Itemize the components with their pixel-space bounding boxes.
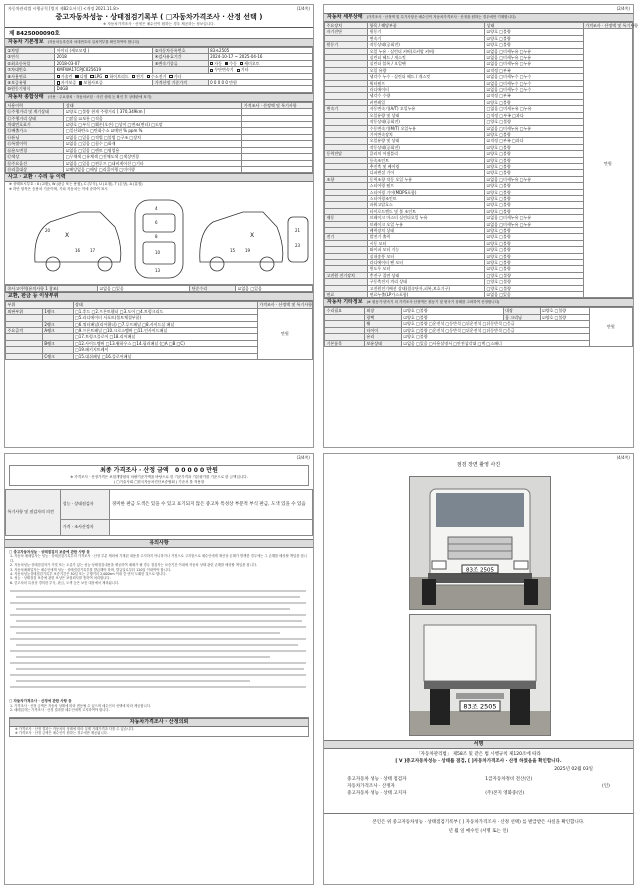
page-number: (1/4쪽) <box>296 6 310 11</box>
mark-part-21: 21 <box>295 227 301 233</box>
status-row: ⑪주행거리 및 계기상태 ☑양호 □불량 현재 주행거리 [ 370,349km ] <box>6 109 313 115</box>
notice-line: 4. 자동차성능상태점검기록부 보증기간은 30일 또는 주행거리 2,000km 이내 중 먼저 도래한 것으로 합니다. <box>10 572 167 577</box>
mark-part-20: 20 <box>45 227 51 233</box>
page-2 <box>323 4 638 448</box>
checkbox-hybrid[interactable] <box>105 75 108 78</box>
notifier-signature[interactable]: (주)본지 영화중(인) <box>485 790 525 796</box>
warranty-options: 자가보증 보험사보증 <box>55 80 153 86</box>
exchange-price: 만원 <box>257 308 312 359</box>
model-year: 2018 <box>55 54 153 60</box>
car-diagram <box>5 192 313 285</box>
form-reference: 자동차관리법 시행규칙 [별지 제82호서식] <개정 2021.11.8> <box>8 6 120 11</box>
mark-part-15: 15 <box>230 247 236 253</box>
status-row: ⑮특별이력 ☑없음 □있음 □침수 □화재 <box>6 141 313 147</box>
receipt-text: 본인은 위 중고자동차성능 · 상태점검기록부 [ ] 자동차가격조사 · 산정 선택) 를 발급받은 사실을 확인합니다. <box>372 819 585 825</box>
exchange-row: B랭크 □12.사이드멤버 □13.휠하우스 □14.필러패널 (□A □B □C) <box>6 340 313 346</box>
car-outline-diagram <box>5 192 313 284</box>
sign-date: 2025년 02월 03일 <box>554 767 593 772</box>
signature-table <box>346 776 612 797</box>
final-price-value: 0 0 0 0 0 만원 <box>174 467 218 474</box>
page-4 <box>323 453 634 885</box>
detail-status-bar: 자동차 세부상태 (가격조사 · 산정액 및 특기사항은 매수인이 자동차가격조사 · 산정을 원하는 경우에만 기재합니다) <box>324 13 633 22</box>
page-header <box>324 5 633 13</box>
transmission-options: 자동 수동 세미오토 <box>208 60 312 66</box>
mark-part-13: 13 <box>155 267 161 273</box>
mark-part-4: 4 <box>155 205 158 211</box>
accident-history-bar: 사고 · 교환 · 수리 등 이력 <box>5 173 313 182</box>
mark-part-10: 10 <box>155 249 161 255</box>
vin: KMFWA17CPJC025619 <box>55 67 153 73</box>
checkbox-insurance-warranty[interactable] <box>79 81 82 84</box>
form-title: 중고자동차성능 · 상태점검기록부 ( □자동차가격조사 · 산정 선택 ) <box>55 13 263 21</box>
inspector-opinion: 경미한 판금 도색은 있을 수 있고 표기되지 않은 중고차 특성상 부분적 부식 판금, 도색 있을 수 있음 <box>110 489 313 519</box>
mark-part-16: 16 <box>75 247 81 253</box>
detail-price: 만원 <box>583 29 632 298</box>
car-name: 마이티 (세모모델 ) <box>55 48 153 54</box>
mark-part-17: 17 <box>90 247 96 253</box>
exchange-row: □5.라디에이터 서포트(볼트체결부품) <box>6 315 313 321</box>
notice-line: 1. 자동차 매매업자는 성능 · 상태점검기록부의 가격조사 · 산정 부분 제외에 기재된 내용을 고지하지 아니하거나 거짓으로 고지함으로 매수인에게 재산상 손해가 발생한 경우에는 그 손해를 배상할 책임을 집니다. <box>10 554 307 563</box>
valuer-signature[interactable]: (인) <box>602 783 610 789</box>
exchange-row: 주요골격 A랭크 □9.프론트패널 □10.크로스멤버 □11.인사이드패널 <box>6 327 313 333</box>
basic-info-table: ①차명 마이티 (세모모델 ) ②자동차등록번호 83조2505 ③연식 2018 ④검사유효기간 2024-10-17 ~ 2025-04-16 ⑤최초등록일 2018-03-07 ⑥변속기종류 자동 수동 세미오토 ⑦차대번호 KMFWA17CPJC025619 무단변속기 기타 ⑧사용연료 가솔린 디젤 LPG 하이브리드 전기 수소전기 기타 ⑨보증유형 자가보증 보험사보증 가격산정 기준가격 0 0 0 0 0 만원 ⑩원동기형식 D4GB <box>5 47 313 93</box>
mark-part-19: 19 <box>245 247 251 253</box>
exchange-row: □19.패키지트레이 <box>6 347 313 353</box>
simple-repair-value: ☑없음 □있음 <box>236 285 313 291</box>
checkbox-semi[interactable] <box>240 62 243 65</box>
notice-bar: 유의사항 <box>5 539 313 548</box>
overall-status-table: 사용이력 상태 가격조사 · 산정액 및 특기사항 ⑪주행거리 및 계기상태 ☑양호 □불량 현재 주행거리 [ 370,349km ] ⑫주행거리 상태 □많음 ☑보통 □적음 차대번호표기 ☑양호 □부식 □훼손(오손) □상이 □변조(변타) □도말 ⑬배출가스 □일산화탄소 □탄화수소 ☑매연 % ppm % ⑭튜닝 ☑없음 □있음 □적법 □불법 □구조 □장치 ⑮특별이력 ☑없음 □있음 □침수 □화재 ⑯용도변경 ☑없음 □있음 □렌트 □영업용 ⑰색상 □무채색 □유채색 □전체도색 □색상변경 ⑱주요옵션 ☑없음 □있음 □썬루프 □네비게이션 □기타 ⑲리콜대상 ☑해당없음 □해당 □리콜이행 □미이행 <box>5 102 313 173</box>
status-row: ⑱주요옵션 ☑없음 □있음 □썬루프 □네비게이션 □기타 <box>6 160 313 166</box>
special-notes-table: 특기사항 및 점검자의 의견 성능 · 상태점검자 경미한 판금 도색은 있을 수 있고 표기되지 않은 중고차 특성상 부분적 부식 판금, 도색 있을 수 있음 가격 · 조사산정자 <box>5 489 313 536</box>
page-3 <box>4 453 314 885</box>
page-number: (4/4쪽) <box>616 455 630 460</box>
law-text: 「자동차관리법」 제58조 및 같은 법 시행규칙 제120조에 따라 <box>416 752 541 757</box>
signature-bar: 서명 <box>324 740 633 749</box>
notice-line: 2. 매매업자는 가격조사 · 산정 결과를 매수인에게 고지하여야 합니다. <box>10 708 110 713</box>
status-row: ⑰색상 □무채색 □유채색 □전체도색 □색상변경 <box>6 154 313 160</box>
overall-status-bar: 자동차 종합상태 (사용 · 주요장치 · 자동차보험 · 사진 상태 등 확인 후 상태란에 표기) <box>5 93 313 102</box>
status-row: 차대번호표기 ☑양호 □부식 □훼손(오손) □상이 □변조(변타) □도말 <box>6 122 313 128</box>
page-1 <box>4 4 314 448</box>
accident-note-1: ※ 상태표시부호 : X (교환), W (판금 또는 용접), C (부식), U (요철), T (손상), A (흠집) <box>9 182 143 187</box>
fuel-options: 가솔린 디젤 LPG 하이브리드 전기 수소전기 기타 <box>55 73 313 79</box>
checkbox-cvt[interactable] <box>210 69 213 72</box>
page-header <box>5 454 313 462</box>
checkbox-electric[interactable] <box>132 75 135 78</box>
base-price: 0 0 0 0 0 만원 <box>208 80 312 86</box>
notice-line: 3. 자동차매매업자는 매수인에게 성능 · 상태점검기록부를 발급해야 하며, 발급일로부터 120일 이내여야 합니다. <box>10 567 172 572</box>
truck-front-photo <box>410 477 550 609</box>
first-reg-date: 2018-03-07 <box>55 60 153 66</box>
reg-number: 83조2505 <box>208 48 312 54</box>
mark-part-8: 8 <box>155 233 158 239</box>
notice-line: 6. 중고차의 특성상 경미한 부식, 판금, 도색 등은 보증 대상에서 제외됩니다. <box>10 580 120 585</box>
front-photo <box>409 476 551 610</box>
signature-row: 중고자동차 성능 · 상태 고지자 (주)본지 영화중(인) <box>346 790 612 797</box>
notice-title-1: □ 중고자동차성능 · 상태점검의 보증에 관한 사항 등 <box>9 549 90 554</box>
mark-x-right: X <box>250 231 255 239</box>
inspection-period: 2024-10-17 ~ 2025-04-16 <box>208 54 312 60</box>
status-row: ⑭튜닝 ☑없음 □있음 □적법 □불법 □구조 □장치 <box>6 134 313 140</box>
mark-part-23: 23 <box>295 242 301 248</box>
checkbox-fuel-other[interactable] <box>169 75 172 78</box>
signature-row: 자동차가격조사 · 산정자 (인) <box>347 783 610 789</box>
truck-rear-photo <box>410 615 550 735</box>
checkbox-hydrogen[interactable] <box>147 75 150 78</box>
page-number: (2/4쪽) <box>616 6 630 11</box>
checkbox-manual[interactable] <box>225 62 228 65</box>
checkbox-lpg[interactable] <box>90 75 93 78</box>
checkbox-auto[interactable] <box>210 62 213 65</box>
exchange-row: □17.트렁크플로어 □18.리어패널 <box>6 334 313 340</box>
page-number: (3/4쪽) <box>296 455 310 460</box>
status-row: ⑲리콜대상 ☑해당없음 □해당 □리콜이행 □미이행 <box>6 166 313 172</box>
accident-note-2: ※ 하단 항목은 승용차 기준이며, 기타 자동차는 이에 준하여 표시 <box>9 187 108 192</box>
checkbox-diesel[interactable] <box>75 75 78 78</box>
law-text-2: [ V ]중고자동차성능 · 상태를 점검, [ ]자동차가격조사 · 산정 하였음을 확인합니다. <box>395 758 562 764</box>
checkbox-trans-other[interactable] <box>237 69 240 72</box>
signature-row: 중고자동차 성능 · 상태 점검자 1급자동차정비 전산(인) <box>346 776 612 783</box>
other-price: 만원 <box>589 308 632 346</box>
checkbox-gasoline[interactable] <box>57 75 60 78</box>
page-header <box>324 454 633 462</box>
notice-title-2: □ 자동차가격조사 · 산정에 관한 사항 등 <box>9 699 72 704</box>
valuation-request-box: 자동차가격조사 · 산정의뢰 ※ 가격조사 · 산정 결과는 자동차의 상태에 따라 실제 거래가격과 다를 수 있습니다. ※ 가격조사 · 산정 금액은 매수인이 원하는 경우에만 제공됩니다. <box>9 717 309 737</box>
inspector-signature[interactable]: 1급자동차정비 전산(인) <box>485 776 533 782</box>
rear-photo <box>409 614 551 736</box>
other-info-table: 수리필요 외장 ☑양호 □불량 내장 ☑양호 □불량 만원 광택 ☑양호 □불량 룸 크리닝 ☑양호 □불량 휠 ☑양호 □불량 □운전석 □동반석 □뒤운전석 □뒤동반석 □응급 타이어 ☑양호 □불량 □운전석 □동반석 □뒤운전석 □뒤동반석 □응급 유리 ☑양호 □불량 기본품목 보유상태 ☑없음 □있음 □사용설명서 □안전삼각대 □잭 □스패너 <box>324 307 633 346</box>
exchange-row: C랭크 □15.대쉬패널 □16.플로어패널 <box>6 353 313 359</box>
exchange-table: 부위 상태 가격조사 · 산정액 및 특기사항 외판부위 1랭크 □1.후드 □2.프론트휀더 □3.도어 □4.트렁크리드 만원 □5.라디에이터 서포트(볼트체결부품) 2랭크 □6.쿼터패널(리어휀더) □7.루프패널 □8.사이드실 패널 주요골격 A랭크 □9.프론트패널 □10.크로스멤버 □11.인사이드패널 □17.트렁크플로어 □18.리어패널 B랭크 □12.사이드멤버 □13.휠하우스 □14.필러패널 (□A □B □C) □19.패키지트레이 C랭크 □15.대쉬패널 □16.플로어패널 <box>7 302 312 359</box>
notice-line: 5. 성능 · 상태점검 보증에 관한 보상은 보험회사를 통하여 처리합니다. <box>10 576 111 581</box>
fine-print-lines <box>10 587 308 693</box>
page-header <box>5 5 313 13</box>
detail-status-table: 주요장치 항목 / 해당부품 상태 가격조사 · 산정액 및 특기사항 자기진단 원동기 ☑양호 □불량 만원 변속기 ☑양호 □불량 원동기 작동상태(공회전) ☑양호 □불량 오일 누유 · 실린더 커버(로커암 커버) ☑없음 □미세누유 □누유 실린더 헤드 / 개스킷 ☑없음 □미세누유 □누유 실린더 블록 / 오일팬 ☑없음 □미세누유 □누유 오일 유량 ☑적정 □부족 냉각수 누수 · 실린더 헤드 / 개스킷 ☑없음 □미세누수 □누수 워터펌프 ☑없음 □미세누수 □누수 라디에이터 ☑없음 □미세누수 □누수 냉각수 수량 ☑적정 □부족 커먼레일 ☑양호 □불량 변속기 자동변속기(A/T) 오일누유 □없음 □미세누유 □누유 오일유량 및 상태 □적정 □부족 □과다 작동상태(공회전) □양호 □불량 수동변속기(M/T) 오일누유 ☑없음 □미세누유 □누유 기어변속장치 ☑양호 □불량 오일유량 및 상태 ☑적정 □부족 □과다 작동상태(공회전) ☑양호 □불량 동력전달 클러치 어셈블리 ☑양호 □불량 등속조인트 ☑양호 □불량 추진축 및 베어링 ☑양호 □불량 디퍼렌셜 기어 ☑양호 □불량 조향 동력조향 작동 오일 누유 ☑없음 □미세누유 □누유 스티어링 펌프 ☑양호 □불량 스티어링 기어(MDPS포함) ☑양호 □불량 스티어링조인트 ☑양호 □불량 파워고압호스 ☑양호 □불량 타이로드엔드 및 볼 조인트 ☑양호 □불량 제동 브레이크 마스터 실린더오일 누유 ☑없음 □미세누유 □누유 브레이크 오일 누유 ☑없음 □미세누유 □누유 배력장치 상태 ☑양호 □불량 전기 발전기 출력 ☑양호 □불량 시동 모터 ☑양호 □불량 와이퍼 모터 기능 ☑양호 □불량 실내송풍 모터 ☑양호 □불량 라디에이터 팬 모터 ☑양호 □불량 윈도우 모터 ☑양호 □불량 고전원 전기장치 충전구 절연 상태 □양호 □불량 구동축전지 격리 상태 □양호 □불량 고전원전기배선 상태(접속단자,피복,보호기구) □양호 □불량 연료 연료누출(LP가스포함) ☑없음 □있음 <box>326 23 638 298</box>
photo-title: 점검 장면 촬영 사진 <box>456 462 501 468</box>
exchange-row: 외판부위 1랭크 □1.후드 □2.프론트휀더 □3.도어 □4.트렁크리드 만원 <box>6 308 313 314</box>
status-row: ⑫주행거리 상태 □많음 ☑보통 □적음 <box>6 115 313 121</box>
status-row: ⑯용도변경 ☑없음 □있음 □렌트 □영업용 <box>6 147 313 153</box>
mark-part-6: 6 <box>155 219 158 225</box>
buyer-signature-line[interactable]: 년 월 일 매수인 (서명 또는 인) <box>448 829 509 834</box>
other-info-bar: 자동차 기타정보 (※ 원동기·변속기 의 가격조사·산정액은 원동기 및 변속기 상태를 고려하여 산정합니다) <box>324 298 633 307</box>
engine-type: D4GB <box>55 86 313 92</box>
accident-history-value: ☑없음 □있음 <box>98 285 190 291</box>
final-price-box: 최종 가격조사 · 산정 금액 0 0 0 0 0 만원 ※ 가격조사 · 산정가격은 보험개발원의 차량기준가액을 바탕으로 한 기준가격과 기본평가를 기준으로 한 금액입니다. ( □기술사회 □한국자동차진단보증협회 ) 기준서 를 적용함 <box>9 465 309 486</box>
fine-print-block <box>5 585 313 699</box>
front-plate-text: 83조 2505 <box>465 567 495 574</box>
form-subtitle: ※ 자동차가격조사 · 산정은 매수인이 원하는 경우 제공하는 정보입니다. <box>103 22 215 26</box>
exchange-row: 2랭크 □6.쿼터패널(리어휀더) □7.루프패널 □8.사이드실 패널 <box>6 321 313 327</box>
mark-x-left: X <box>65 231 70 239</box>
exchange-bar: 교환, 판금 등 이상부위 <box>5 292 313 301</box>
basic-info-bar: 자동차 기본정보 (자동차등록증과 차대번호의 일치여부를 확인하여야 합니다) <box>5 38 313 47</box>
accident-summary-table: ⑳사고이력(유의사항 1 참조) ☑없음 □있음 단순수리 ☑없음 □있음 <box>5 285 313 292</box>
signature-section <box>324 740 633 836</box>
rear-plate-text: 83조 2505 <box>463 702 497 711</box>
cert-number: 제 8425000090호 <box>5 27 313 38</box>
notice-line: 2. 자동차성능·상태점검자가 거짓 또는 오류가 있는 성능·상태점검내용을 제공하여 매매가 될 경우 점검자는 보증기간 이내에 자동차 상태 관련 손해를 배상할 책임을 집니다. <box>10 563 257 568</box>
checkbox-self-warranty[interactable] <box>57 81 60 84</box>
status-row: ⑬배출가스 □일산화탄소 □탄화수소 ☑매연 % ppm % <box>6 128 313 134</box>
notice-line: 1. 가격조사 · 산정 금액은 자동차 상태에 따라 변동될 수 있으며 매수인의 선택에 따라 제공합니다. <box>10 704 151 709</box>
